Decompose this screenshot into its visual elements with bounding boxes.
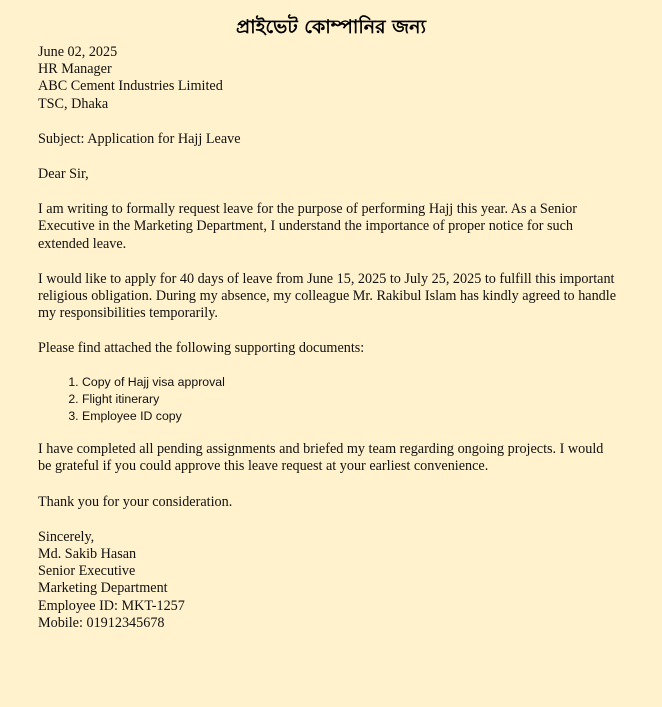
signature-name: Md. Sakib Hasan <box>38 546 137 563</box>
paragraph-attachments: Please find attached the following supporting documents: <box>38 340 365 357</box>
paragraph-closing: I have completed all pending assignments and briefed my team regarding ongoing projects. I would be grateful if you could approve this leave request at your earliest convenience. <box>38 441 604 475</box>
salutation: Dear Sir, <box>38 166 89 183</box>
signature-closing: Sincerely, <box>38 528 95 545</box>
recipient-address: TSC, Dhaka <box>38 95 109 112</box>
signature-department: Marketing Department <box>38 580 168 597</box>
recipient-company: ABC Cement Industries Limited <box>38 78 223 95</box>
list-item: 3. Employee ID copy <box>82 408 662 425</box>
recipient-title: HR Manager <box>38 61 112 78</box>
letter-subject: Subject: Application for Hajj Leave <box>38 130 241 147</box>
signature-mobile: Mobile: 01912345678 <box>38 614 165 631</box>
signature-employee-id: Employee ID: MKT-1257 <box>38 597 185 614</box>
list-item: 1. Copy of Hajj visa approval <box>82 374 662 391</box>
documents-list <box>38 374 662 426</box>
paragraph-leave-details: I would like to apply for 40 days of leave from June 15, 2025 to July 25, 2025 to fulfill this important religious obligation. During my absence, my colleague Mr. Rakibul Islam has kindly agreed to handle my responsibilities temporarily. <box>38 270 617 322</box>
paragraph-intro: I am writing to formally request leave for the purpose of performing Hajj this year. As a Senior Executive in the Marketing Department, I understand the importance of proper notice for such extended leave. <box>38 201 577 252</box>
thanks-line: Thank you for your consideration. <box>38 493 233 510</box>
list-item: 2. Flight itinerary <box>82 391 662 408</box>
page-title: প্রাইভেট কোম্পানির জন্য <box>235 16 427 38</box>
signature-designation: Senior Executive <box>38 563 136 580</box>
letter-date: June 02, 2025 <box>38 44 118 60</box>
